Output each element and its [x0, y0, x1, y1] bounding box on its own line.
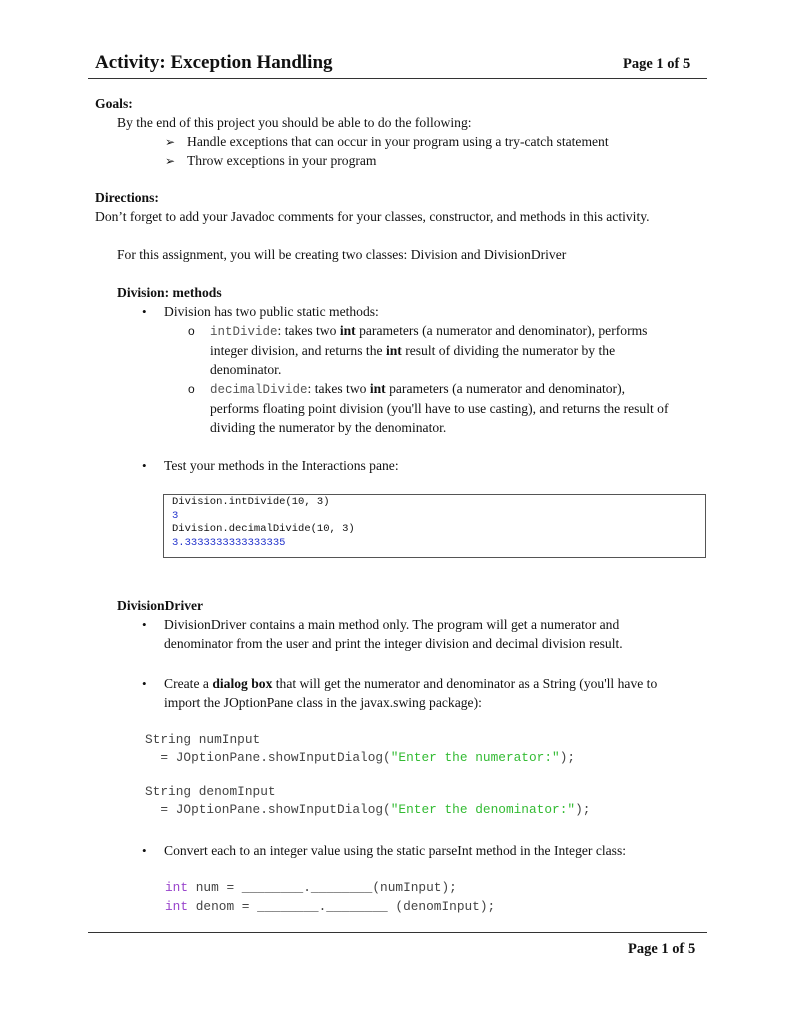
- code-numinput-line-1: String numInput: [145, 732, 261, 747]
- interactions-pane: [163, 494, 706, 558]
- intdivide-method-name: intDivide: [210, 325, 278, 339]
- interaction-line: Division.decimalDivide(10, 3): [172, 523, 355, 535]
- driver-heading: DivisionDriver: [117, 598, 204, 613]
- driver-bullet-2-line-2: import the JOptionPane class in the javax.swing package):: [164, 695, 482, 710]
- bullet-icon: •: [142, 458, 147, 473]
- footer-rule: [88, 932, 707, 933]
- interaction-line: Division.intDivide(10, 3): [172, 496, 330, 508]
- page-number-header: Page 1 of 5: [623, 56, 691, 72]
- circle-bullet-icon: o: [188, 324, 195, 338]
- decimaldivide-line-2: performs floating point division (you'll have to use casting), and returns the result of: [210, 401, 669, 416]
- code-numinput-line-2: = JOptionPane.showInputDialog("Enter the numerator:");: [145, 750, 576, 765]
- arrow-bullet-icon: ➢: [165, 135, 176, 149]
- decimaldivide-line-1: decimalDivide: takes two int parameters (a numerator and denominator),: [210, 381, 626, 397]
- code-parse-num: int num = ________.________(numInput);: [165, 880, 457, 895]
- assignment-text: For this assignment, you will be creating two classes: Division and DivisionDriver: [117, 247, 567, 262]
- bullet-icon: •: [142, 617, 147, 632]
- circle-bullet-icon: o: [188, 382, 195, 396]
- goals-intro: By the end of this project you should be able to do the following:: [117, 115, 472, 130]
- code-parse-denom: int denom = ________.________ (denomInput);: [165, 899, 496, 914]
- decimaldivide-method-name: decimalDivide: [210, 383, 308, 397]
- directions-heading: Directions:: [95, 190, 159, 205]
- bullet-icon: •: [142, 676, 147, 691]
- bullet-icon: •: [142, 304, 147, 319]
- driver-bullet-1-line-1: DivisionDriver contains a main method only. The program will get a numerator and: [164, 617, 620, 632]
- interaction-result: 3.3333333333333335: [172, 536, 286, 549]
- intdivide-line-1: intDivide: takes two int parameters (a numerator and denominator), performs: [210, 323, 648, 339]
- interaction-result: 3: [172, 509, 179, 522]
- division-bullet-2: Test your methods in the Interactions pane:: [164, 458, 399, 473]
- driver-bullet-3: Convert each to an integer value using the static parseInt method in the Integer class:: [164, 843, 627, 858]
- goals-heading: Goals:: [95, 96, 133, 111]
- code-denominput-line-1: String denomInput: [145, 784, 276, 799]
- intdivide-line-3: denominator.: [210, 362, 282, 377]
- intdivide-line-2: integer division, and returns the int result of dividing the numerator by the: [210, 343, 616, 358]
- header-rule: [88, 78, 707, 79]
- driver-bullet-2-line-1: Create a dialog box that will get the numerator and denominator as a String (you'll have to: [164, 676, 658, 691]
- arrow-bullet-icon: ➢: [165, 154, 176, 168]
- document-title: Activity: Exception Handling: [95, 52, 333, 73]
- driver-bullet-1-line-2: denominator from the user and print the integer division and decimal division result.: [164, 636, 623, 651]
- page-number-footer: Page 1 of 5: [628, 941, 696, 957]
- goal-item: Throw exceptions in your program: [187, 153, 377, 168]
- goal-item: Handle exceptions that can occur in your program using a try-catch statement: [187, 134, 609, 149]
- decimaldivide-line-3: dividing the numerator by the denominator.: [210, 420, 447, 435]
- bullet-icon: •: [142, 843, 147, 858]
- division-bullet-1: Division has two public static methods:: [164, 304, 379, 319]
- directions-text: Don’t forget to add your Javadoc comments for your classes, constructor, and methods in this activity.: [95, 209, 650, 224]
- division-heading: Division: methods: [117, 285, 222, 300]
- code-denominput-line-2: = JOptionPane.showInputDialog("Enter the denominator:");: [145, 802, 591, 817]
